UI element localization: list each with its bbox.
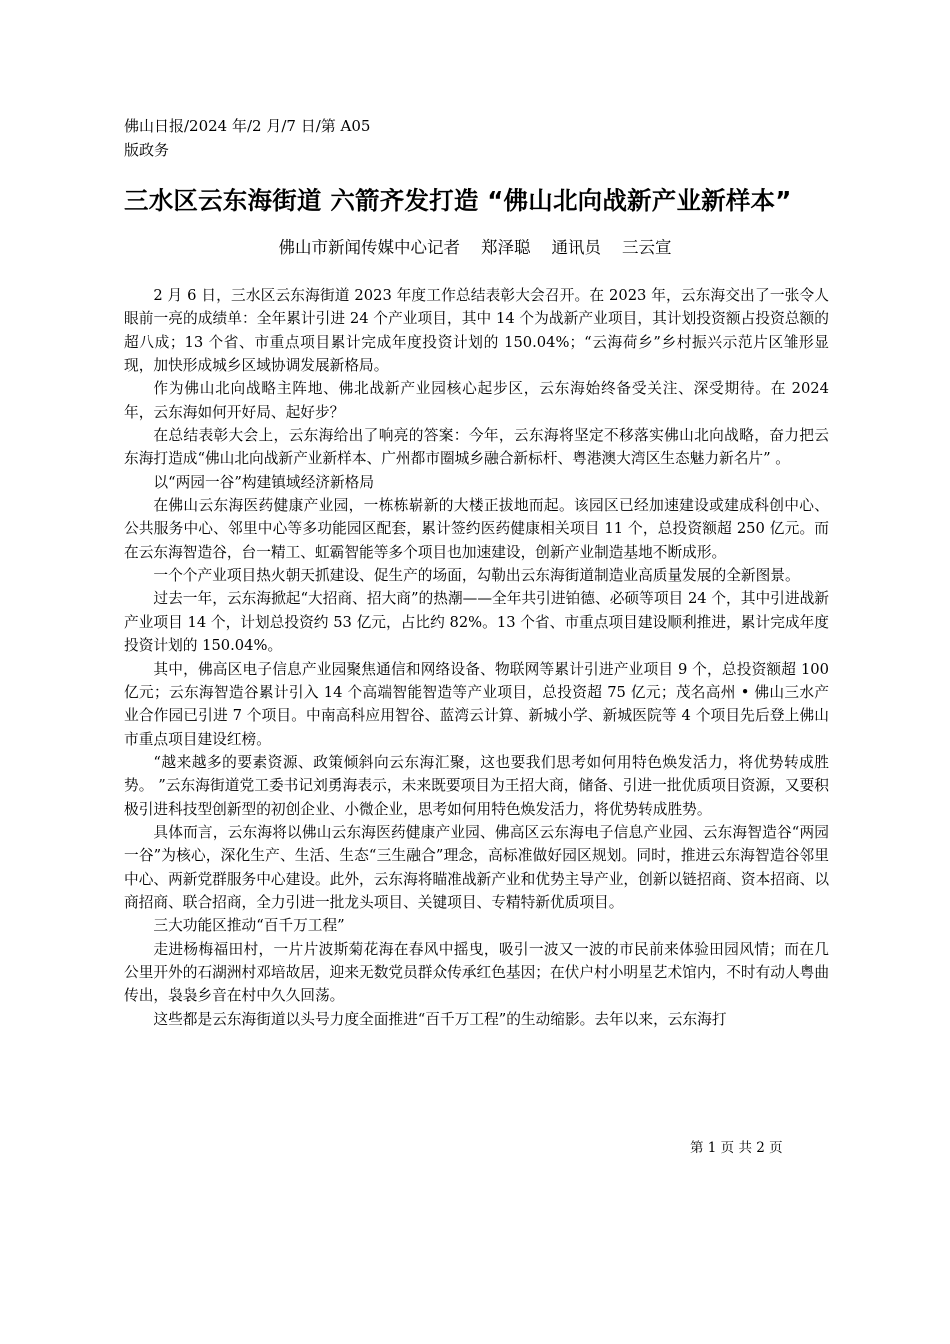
paragraph: 这些都是云东海街道以头号力度全面推进“百千万工程”的生动缩影。去年以来，云东海打 — [153, 1010, 727, 1028]
source-line-1: 佛山日报/2024 年/2 月/7 日/第 A05 — [124, 117, 371, 135]
page-footer: 第 1 页 共 2 页 — [690, 1140, 783, 1156]
article-headline: 三水区云东海街道 六箭齐发打造 “佛山北向战新产业新样本” — [124, 186, 792, 215]
paragraph: 其中，佛高区电子信息产业园聚焦通信和网络设备、物联网等累计引进产业项目 9 个，总投资额超 100 亿元；云东海智造谷累计引入 14 个高端智能智造等产业项目，总投资超 75 亿元；茂名高州 • 佛山三水产业合作园已引进 7 个项目。中南高科应用智谷、蓝湾云计算、新城小学、新城医院等 4 个项目先后登上佛山市重点项目建设红榜。 — [124, 660, 829, 748]
paragraph: 作为佛山北向战略主阵地、佛北战新产业园核心起步区，云东海始终备受关注、深受期待。在 2024 年，云东海如何开好局、起好步？ — [124, 380, 829, 421]
paragraph: 在总结表彰大会上，云东海给出了响亮的答案：今年，云东海将坚定不移落实佛山北向战略，奋力把云东海打造成“佛山北向战新产业新样本、广州都市圈城乡融合新标杆、粤港澳大湾区生态魅力新名片” 。 — [124, 427, 829, 468]
paragraph: 一个个产业项目热火朝天抓建设、促生产的场面，勾勒出云东海街道制造业高质量发展的全新图景。 — [153, 567, 800, 585]
paragraph: 具体而言，云东海将以佛山云东海医药健康产业园、佛高区云东海电子信息产业园、云东海智造谷“两园一谷”为核心，深化生产、生活、生态“三生融合”理念，高标准做好园区规划。同时，推进云东海智造谷邻里中心、两新党群服务中心建设。此外，云东海将瞄准战新产业和优势主导产业，创新以链招商、资本招商、以商招商、联合招商，全力引进一批龙头项目、关键项目、专精特新优质项目。 — [124, 823, 830, 911]
section-heading: 以“两园一谷”构建镇域经济新格局 — [153, 473, 375, 491]
paragraph: 过去一年，云东海掀起“大招商、招大商”的热潮——全年共引进铂德、必硕等项目 24 个，其中引进战新产业项目 14 个，计划总投资约 53 亿元，占比约 82%。13 个省、市重点项目建设顺利推进，累计完成年度投资计划的 150.04%。 — [124, 590, 829, 655]
paragraph: 在佛山云东海医药健康产业园，一栋栋崭新的大楼正拔地而起。该园区已经加速建设或建成科创中心、公共服务中心、邻里中心等多功能园区配套，累计签约医药健康相关项目 11 个，总投资额超 250 亿元。而在云东海智造谷，台一精工、虹霸智能等多个项目也加速建设，创新产业制造基地不断成形。 — [124, 497, 829, 561]
source-line-2: 版政务 — [124, 141, 170, 159]
article-body — [124, 284, 829, 1031]
article-byline: 佛山市新闻传媒中心记者 郑泽聪 通讯员 三云宣 — [278, 238, 672, 257]
paragraph: 2 月 6 日，三水区云东海街道 2023 年度工作总结表彰大会召开。在 2023 年，云东海交出了一张令人眼前一亮的成绩单：全年累计引进 24 个产业项目，其中 14 个为战新产业项目，其计划投资额占投资总额的超八成；13 个省、市重点项目累计完成年度投资计划的 150.04%；“云海荷乡”乡村振兴示范片区雏形显现，加快形成城乡区域协调发展新格局。 — [124, 287, 829, 375]
section-heading: 三大功能区推动“百千万工程” — [153, 917, 345, 935]
source-info — [124, 114, 404, 162]
paragraph: 走进杨梅福田村，一片片波斯菊花海在春风中摇曳，吸引一波又一波的市民前来体验田园风情；而在几公里开外的石湖洲村邓培故居，迎来无数党员群众传承红色基因；在伏户村小明星艺术馆内，不时有动人粤曲传出，袅袅乡音在村中久久回荡。 — [124, 940, 830, 1005]
paragraph: “越来越多的要素资源、政策倾斜向云东海汇聚，这也要我们思考如何用特色焕发活力，将优势转成胜势。 ”云东海街道党工委书记刘勇海表示，未来既要项目为王招大商，储备、引进一批优质项目资源，又要积极引进科技型创新型的初创企业、小微企业，思考如何用特色焕发活力，将优势转成胜势。 — [124, 753, 829, 818]
